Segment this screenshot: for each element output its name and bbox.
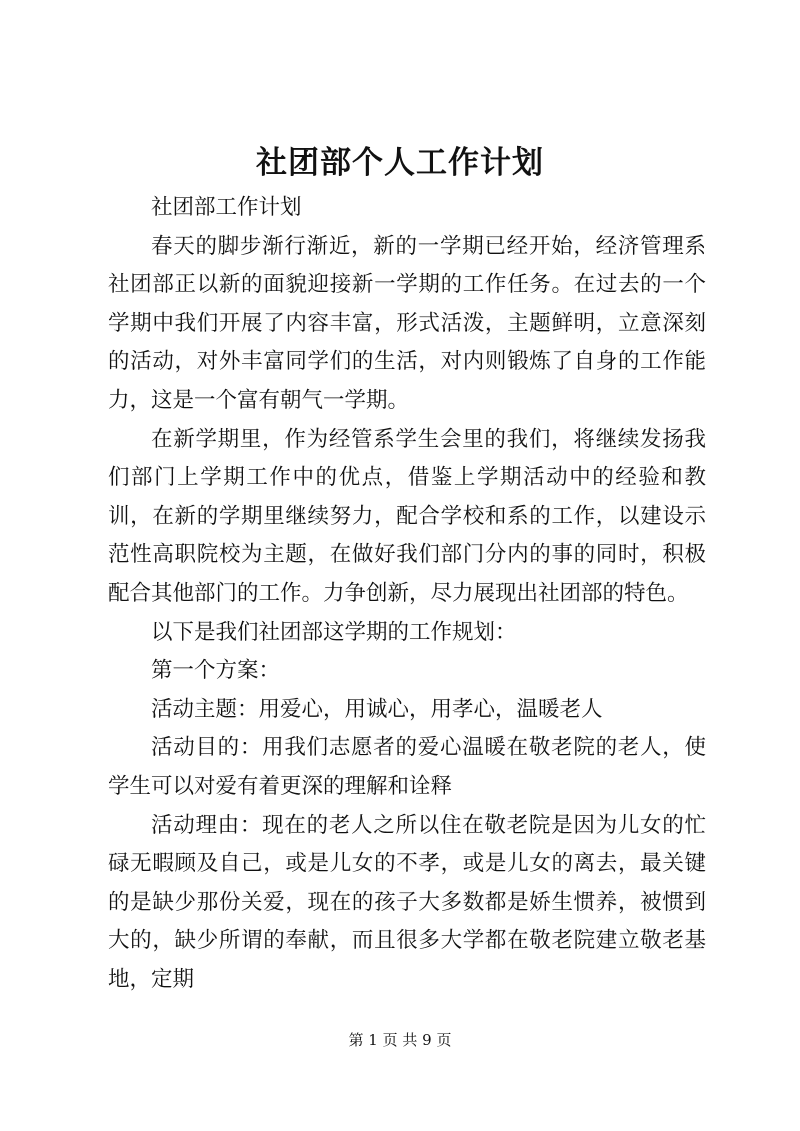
paragraph-activity-reason: 活动理由：现在的老人之所以住在敬老院是因为儿女的忙碌无暇顾及自己，或是儿女的不孝，或是儿女的离去，最关键的是缺少那份关爱，现在的孩子大多数都是娇生惯养，被惯到大的，缺少所谓的奉献，而且很多大学都在敬老院建立敬老基地，定期 [108, 812, 706, 992]
paragraph-new-semester: 在新学期里，作为经管系学生会里的我们，将继续发扬我们部门上学期工作中的优点，借鉴上学期活动中的经验和教训，在新的学期里继续努力，配合学校和系的工作，以建设示范性高职院校为主题，在做好我们部门分内的事的同时，积极配合其他部门的工作。力争创新，尽力展现出社团部的特色。 [108, 426, 706, 606]
document-title: 社团部个人工作计划 [256, 145, 544, 181]
paragraph-heading: 社团部工作计划 [151, 195, 302, 220]
page-number-footer: 第 1 页 共 9 页 [348, 1031, 452, 1049]
paragraph-activity-purpose: 活动目的：用我们志愿者的爱心温暖在敬老院的老人，使学生可以对爱有着更深的理解和诠释 [108, 735, 706, 799]
paragraph-activity-theme: 活动主题：用爱心，用诚心，用孝心，温暖老人 [151, 696, 603, 722]
paragraph-plan-intro: 以下是我们社团部这学期的工作规划： [151, 619, 517, 645]
paragraph-intro: 春天的脚步渐行渐近，新的一学期已经开始，经济管理系社团部正以新的面貌迎接新一学期的工作任务。在过去的一个学期中我们开展了内容丰富，形式活泼，主题鲜明，立意深刻的活动，对外丰富同学们的生活，对内则锻炼了自身的工作能力，这是一个富有朝气一学期。 [108, 233, 706, 413]
paragraph-plan-one: 第一个方案： [151, 658, 281, 684]
document-body [108, 189, 706, 999]
